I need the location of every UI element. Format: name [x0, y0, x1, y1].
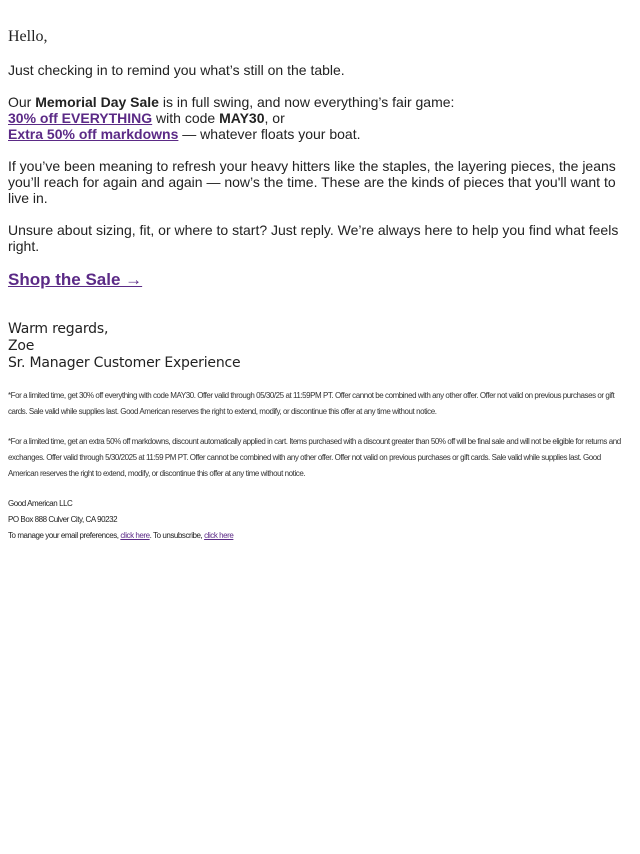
shop-sale-button[interactable]: Shop the Sale →: [8, 270, 143, 289]
signature-name: Zoe: [8, 338, 35, 354]
greeting: Hello,: [8, 28, 48, 45]
signature-closing: Warm regards,: [8, 321, 109, 337]
signature: [8, 321, 240, 372]
sale-paragraph: [8, 94, 624, 142]
sale-prefix: Our: [8, 94, 36, 110]
footer-links: [8, 528, 233, 544]
unsubscribe-link[interactable]: click here: [204, 531, 234, 540]
offer2-end: — whatever floats your boat.: [178, 126, 361, 142]
unsure-paragraph: Unsure about sizing, fit, or where to start? Just reply. We’re always here to help you find what feels right.: [8, 222, 619, 254]
fine-print-offer1: *For a limited time, get 30% off everything with code MAY30. Offer valid through 05/30/25 at 11:59PM PT. Offer cannot be combined with any other offer. Offer not valid on previous purchases or gift cards. Sale valid while supplies last. Good American reserves the right to extend, modify, or discontinue this offer at any time without notice.: [8, 391, 615, 416]
refresh-paragraph: If you’ve been meaning to refresh your heavy hitters like the staples, the layering pieces, the jeans you’ll reach for again and again — now’s the time. These are the kinds of pieces that you'll want to live in.: [8, 158, 616, 206]
footer: [8, 496, 233, 544]
offer-30-off-link[interactable]: 30% off EVERYTHING: [8, 110, 153, 126]
fine-print-offer2: *For a limited time, get an extra 50% off markdowns, discount automatically applied in cart. Items purchased with a discount greater than 50% off will be final sale and will not be eligible for returns and exchanges. Offer valid through 5/30/2025 at 11:59 PM PT. Offer cannot be combined with any other offer. Offer not valid on previous purchases or gift cards. Sale valid while supplies last. Good American reserves the right to extend, modify, or discontinue this offer at any time without notice.: [8, 437, 621, 478]
offer1-end: , or: [264, 110, 285, 126]
prefs-prefix: To manage your email preferences,: [8, 531, 121, 540]
footer-company: Good American LLC: [8, 499, 73, 508]
footer-address: PO Box 888 Culver City, CA 90232: [8, 515, 118, 524]
sale-suffix: is in full swing, and now everything’s fair game:: [158, 94, 455, 110]
unsub-prefix: . To unsubscribe,: [149, 531, 205, 540]
intro-paragraph: Just checking in to remind you what’s still on the table.: [8, 62, 345, 78]
email-preferences-link[interactable]: click here: [120, 531, 150, 540]
promo-code: MAY30: [219, 110, 265, 126]
offer-markdowns-link[interactable]: Extra 50% off markdowns: [8, 126, 179, 142]
signature-title: Sr. Manager Customer Experience: [8, 355, 241, 371]
offer1-mid: with code: [152, 110, 220, 126]
sale-name: Memorial Day Sale: [35, 94, 159, 110]
